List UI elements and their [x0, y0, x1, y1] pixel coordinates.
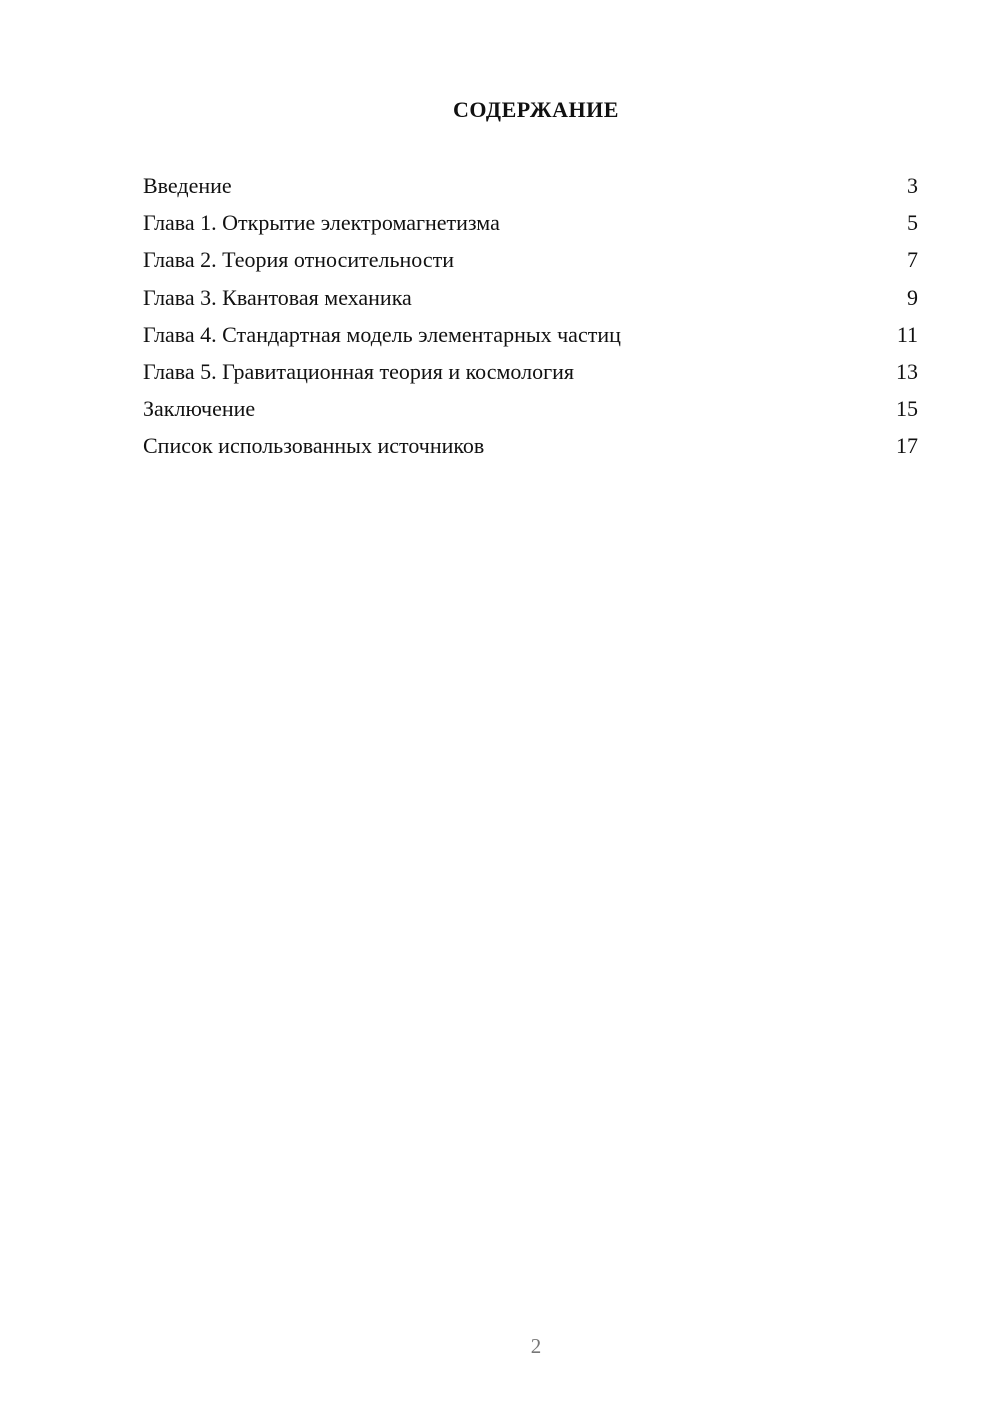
toc-entry-page: 17 [896, 433, 918, 459]
toc-entry-chapter-3 [143, 279, 918, 316]
toc-entry-chapter-1 [143, 204, 918, 241]
toc-entry-references [143, 427, 918, 464]
page-number: 2 [530, 1334, 542, 1358]
toc-entry-label: Список использованных источников [143, 433, 485, 459]
toc-entry-label: Введение [143, 173, 232, 198]
toc-entry-chapter-4 [143, 316, 918, 353]
toc-entry-page: 3 [907, 173, 918, 198]
toc-entry-label: Глава 3. Квантовая механика [143, 284, 412, 310]
toc-entry-page: 13 [896, 358, 918, 384]
page-title: СОДЕРЖАНИЕ [453, 97, 619, 122]
toc-entry-page: 5 [907, 210, 918, 236]
toc-entry-label: Глава 5. Гравитационная теория и космология [143, 358, 575, 384]
toc-entry-label: Глава 4. Стандартная модель элементарных частиц [143, 321, 621, 347]
toc-entry-label: Глава 1. Открытие электромагнетизма [143, 210, 500, 236]
toc-entry-page: 9 [907, 284, 918, 310]
toc-entry-chapter-5 [143, 353, 918, 390]
toc-entry-page: 11 [896, 321, 918, 347]
toc-entry-conclusion [143, 390, 918, 427]
table-of-contents [143, 167, 918, 465]
toc-entry-chapter-2 [143, 241, 918, 278]
toc-entry-label: Заключение [143, 396, 256, 422]
toc-entry-page: 15 [896, 396, 918, 422]
toc-entry-page: 7 [907, 247, 918, 273]
toc-entry-introduction [143, 167, 918, 204]
toc-entry-label: Глава 2. Теория относительности [143, 247, 454, 273]
